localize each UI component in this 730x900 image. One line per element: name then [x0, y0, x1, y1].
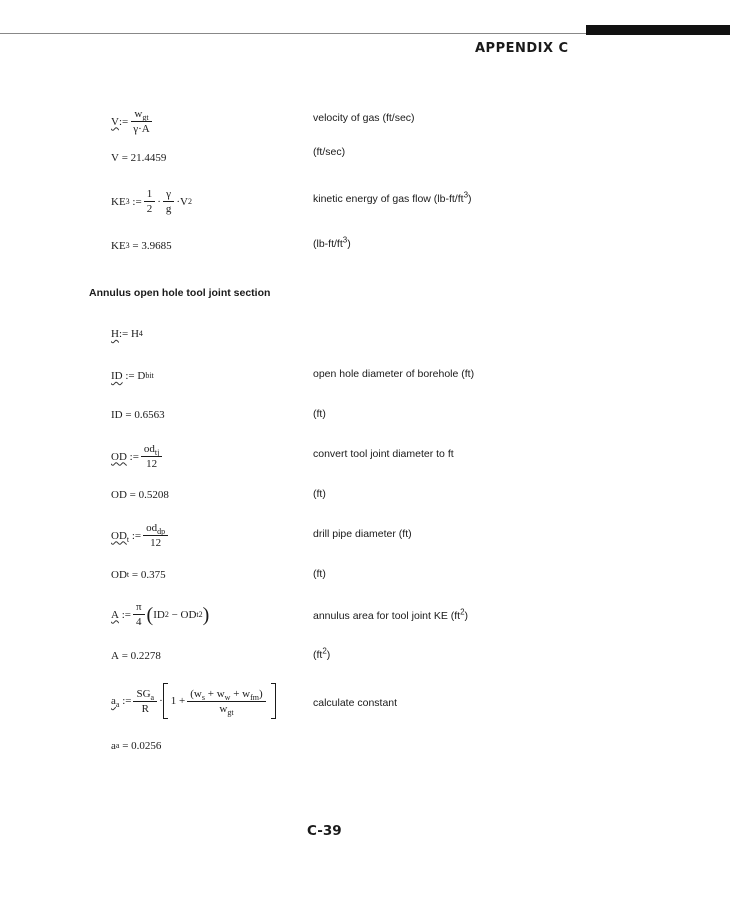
- eq-area-definition: A := $\frac{\pi}{4}$ ( ID 2 − OD t 2 ): [111, 601, 210, 628]
- desc-velocity-unit: (ft/sec): [313, 146, 346, 158]
- fraction: $\frac{\pi}{4}$: [133, 601, 145, 628]
- eq-odt-definition: $OD_t$ := $\frac{od_{dp}}{12}$: [111, 522, 170, 549]
- desc-kinetic-energy: kinetic energy of gas flow $(lb-ft/ft^3)$: [313, 190, 472, 205]
- eq-velocity-value: V = 21.4459: [111, 152, 167, 164]
- desc-ke-unit: $(lb-ft/ft^3)$: [313, 235, 351, 250]
- desc-open-hole: open hole diameter of borehole (ft): [313, 368, 475, 380]
- fraction: $\frac{od_{tj}}{12}$: [141, 443, 162, 470]
- eq-constant-value: a a = 0.0256: [111, 740, 162, 752]
- desc-constant: calculate constant: [313, 697, 398, 709]
- eq-od-definition: OD := $\frac{od_{tj}}{12}$: [111, 443, 164, 470]
- header-bar: [586, 25, 730, 35]
- header-rule: [0, 33, 586, 34]
- eq-odt-value: OD t = 0.375: [111, 569, 166, 581]
- fraction: $\frac{SG_a}{R}$: [133, 688, 157, 715]
- desc-ft-1: (ft): [313, 408, 326, 420]
- eq-velocity-definition: V := $\frac{w_{gt}}{\gamma\cdot A}$: [111, 108, 155, 135]
- eq-od-value: OD = 0.5208: [111, 489, 169, 501]
- eq-ke3-value: KE 3 = 3.9685: [111, 240, 172, 252]
- eq-ke3-definition: KE 3 := $\frac{1}{2}$ · $\frac{\gamma}{g}$ ·V 2: [111, 188, 192, 215]
- appendix-title: APPENDIX C: [475, 41, 569, 56]
- right-bracket: [271, 683, 276, 719]
- fraction: $\frac{(w_s + w_w + w_{fm})}{w_{gt}}$: [187, 688, 265, 715]
- fraction: $\frac{\gamma}{g}$: [163, 188, 175, 215]
- eq-id-value: ID = 0.6563: [111, 409, 165, 421]
- fraction: $\frac{1}{2}$: [144, 188, 156, 215]
- desc-velocity: velocity of gas (ft/sec): [313, 112, 415, 124]
- desc-drill-pipe: drill pipe diameter (ft): [313, 528, 412, 540]
- page-number: C-39: [307, 823, 342, 839]
- desc-ft2: $(ft^2)$: [313, 646, 331, 661]
- fraction: $\frac{w_{gt}}{\gamma\cdot A}$: [133, 108, 150, 135]
- desc-convert: convert tool joint diameter to ft: [313, 448, 454, 460]
- desc-ft-3: (ft): [313, 568, 326, 580]
- eq-constant-definition: $a_a$ := $\frac{SG_a}{R}$ · 1 + $\frac{(w_s + w_w + w_{fm})}{w_{gt}}$: [111, 683, 276, 719]
- eq-area-value: A = 0.2278: [111, 650, 161, 662]
- desc-ft-2: (ft): [313, 488, 326, 500]
- fraction: $\frac{od_{dp}}{12}$: [143, 522, 168, 549]
- desc-annulus-area: annulus area for tool joint KE $(ft^2)$: [313, 607, 469, 622]
- eq-h-definition: H := H 4: [111, 328, 143, 340]
- left-bracket: [163, 683, 168, 719]
- section-title: Annulus open hole tool joint section: [89, 287, 271, 299]
- eq-id-definition: ID := D bit: [111, 370, 154, 382]
